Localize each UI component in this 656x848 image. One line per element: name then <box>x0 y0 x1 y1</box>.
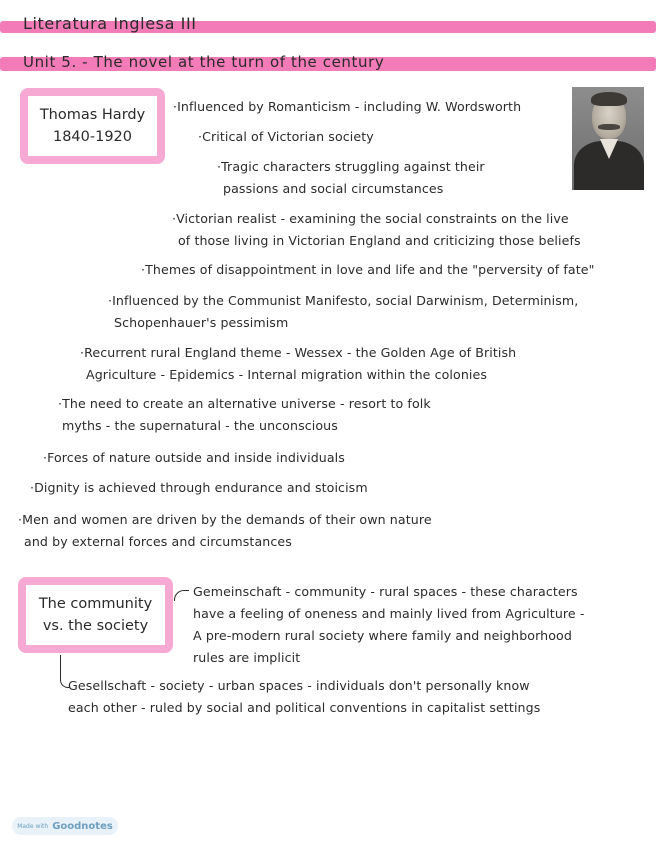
note-tragic-characters: ·Tragic characters struggling against their passions and social circumstances <box>217 159 485 196</box>
page-title: Literatura Inglesa III <box>23 14 197 33</box>
note-romanticism: ·Influenced by Romanticism - including W. Wordsworth <box>173 99 522 114</box>
made-with-label: Made with <box>17 822 49 830</box>
note-men-and-women: ·Men and women are driven by the demands of their own nature and by external forces and circumstances <box>18 512 432 549</box>
author-years: 1840-1920 <box>52 129 133 145</box>
note-themes: ·Themes of disappointment in love and life and the "perversity of fate" <box>141 262 595 277</box>
note-alternative-universe: ·The need to create an alternative universe - resort to folk myths - the supernatural - the unconscious <box>58 396 431 433</box>
note-forces-of-nature: ·Forces of nature outside and inside individuals <box>43 450 345 465</box>
goodnotes-badge[interactable] <box>12 817 118 835</box>
note-rural-england: ·Recurrent rural England theme - Wessex - the Golden Age of British Agriculture - Epidemics - Internal migration within the colonies <box>80 345 517 382</box>
author-box <box>20 88 165 164</box>
gesellschaft-text: Gesellschaft - society - urban spaces - individuals don't personally know each other - ruled by social and political conventions in capitalist settings <box>68 678 541 715</box>
author-name: Thomas Hardy <box>39 107 146 123</box>
note-victorian-critic: ·Critical of Victorian society <box>198 129 374 144</box>
gemeinschaft-text: Gemeinschaft - community - rural spaces - these characters have a feeling of oneness and mainly lived from Agriculture - A pre-modern rural society where family and neighborhood rules are implicit <box>193 584 585 665</box>
gemeinschaft-connector <box>174 590 189 601</box>
community-box <box>18 577 173 653</box>
note-influences: ·Influenced by the Communist Manifesto, social Darwinism, Determinism, Schopenhauer's pessimism <box>108 293 579 330</box>
portrait-photo <box>572 87 644 190</box>
unit-title: Unit 5. - The novel at the turn of the century <box>23 53 385 71</box>
community-box-line1: The community <box>38 596 153 612</box>
goodnotes-brand: Goodnotes <box>52 820 113 832</box>
note-dignity: ·Dignity is achieved through endurance and stoicism <box>30 480 368 495</box>
note-victorian-realist: ·Victorian realist - examining the social constraints on the live of those living in Victorian England and criticizing those beliefs <box>172 211 581 248</box>
community-box-line2: vs. the society <box>42 618 149 634</box>
